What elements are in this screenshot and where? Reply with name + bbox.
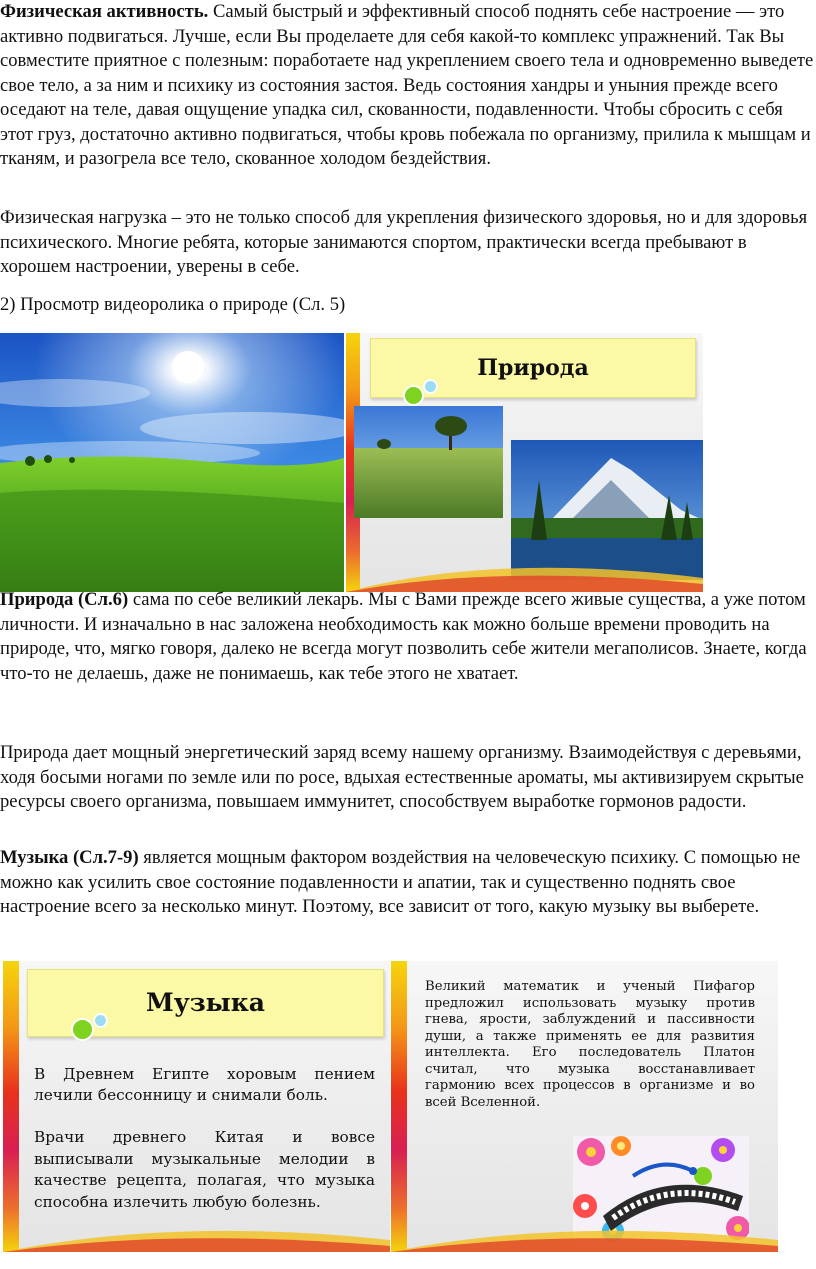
decor-bubble (423, 379, 438, 394)
slide-text-egypt: В Древнем Египте хоровым пением лечили бессонницу и снимали боль. (34, 1065, 375, 1104)
decor-bubble (93, 1013, 108, 1028)
slide-title: Природа (477, 355, 589, 381)
decor-bubble (403, 385, 424, 406)
paragraph-lead-bold: Физическая активность. (0, 1, 209, 22)
music-slide-1 (3, 961, 390, 1252)
slide-text-pythagoras: Великий математик и ученый Пифагор предложил использовать музыку против гнева, ярости, заблуждений и пассивности души, а также применять ее для развития интеллекта. Его последователь Платон считал, что музыка восстанавливает гармонию всех процессов в организме и во всей Вселенной. (425, 979, 755, 1110)
decor-bubble (71, 1018, 94, 1041)
paragraph-text: является мощным фактором воздействия на человеческую психику. С помощью не можно как усилить свое состояние подавленности и апатии, так и существенно поднять свое настроение всего за несколько минут. Поэтому, все зависит от того, какую музыку вы выберете. (0, 847, 801, 917)
meadow-photo-art (0, 333, 344, 592)
paragraph-text: сама по себе великий лекарь. Мы с Вами прежде всего живые существа, а уже потом личности. И изначально в нас заложена необходимость как можно больше времени проводить на природе, что, мягко говоря, далеко не всегда могут позволить себе жители мегаполисов. Знаете, когда что-то не делаешь, даже не понимаешь, как тебе этого не хватает. (0, 589, 807, 684)
rainbow-swoosh (391, 1192, 778, 1252)
paragraph-physical-load (0, 206, 814, 280)
meadow-photo (0, 333, 344, 592)
wheat-field-art (354, 406, 503, 518)
paragraph-video-heading (0, 293, 814, 318)
slide-title: Музыка (146, 988, 265, 1017)
nature-slide (346, 333, 703, 592)
wheat-field-photo (354, 406, 503, 518)
music-slide-2 (391, 961, 778, 1252)
paragraph-lead-bold: Природа (Сл.6) (0, 589, 129, 610)
slide-text-china: Врачи древнего Китая и вовсе выписывали музыкальные мелодии в качестве рецепта, полагая, что музыка способна излечить любую болезнь. (34, 1128, 375, 1211)
rainbow-swoosh (346, 532, 703, 592)
paragraph-text: Самый быстрый и эффективный способ поднять себе настроение — это активно подвигаться. Лучше, если Вы проделаете для себя какой-то комплекс упражнений. Так Вы совместите приятное с полезным: поработаете над укреплением своего тела и одновременно выведете свое тело, а за ним и психику из состояния застоя. Ведь состояния хандры и уныния прежде всего оседают на теле, давая ощущение упадка сил, скованности, подавленности. Чтобы сбросить с себя этот груз, достаточно активно подвигаться, чтобы кровь побежала по организму, прилила к мышцам и тканям, и разогрела все тело, скованное холодом бездействия. (0, 1, 814, 169)
paragraph-text: Природа дает мощный энергетический заряд всему нашему организму. Взаимодействуя с деревьями, ходя босыми ногами по земле или по росе, вдыхая естественные ароматы, мы активизируем скрытые ресурсы своего организма, повышаем иммунитет, способствуем выработке гормонов радости. (0, 742, 804, 812)
rainbow-swoosh (3, 1192, 390, 1252)
paragraph-physical-activity (0, 0, 814, 172)
paragraph-text: Физическая нагрузка – это не только способ для укрепления физического здоровья, но и для здоровья психического. Многие ребята, которые занимаются спортом, практически всегда пребывают в хорошем настроении, уверены в себе. (0, 207, 808, 277)
paragraph-nature-energy (0, 741, 814, 815)
paragraph-nature (0, 588, 814, 686)
paragraph-lead-bold: Музыка (Сл.7-9) (0, 847, 139, 868)
paragraph-text: 2) Просмотр видеоролика о природе (Сл. 5) (0, 294, 346, 315)
paragraph-music (0, 846, 814, 920)
